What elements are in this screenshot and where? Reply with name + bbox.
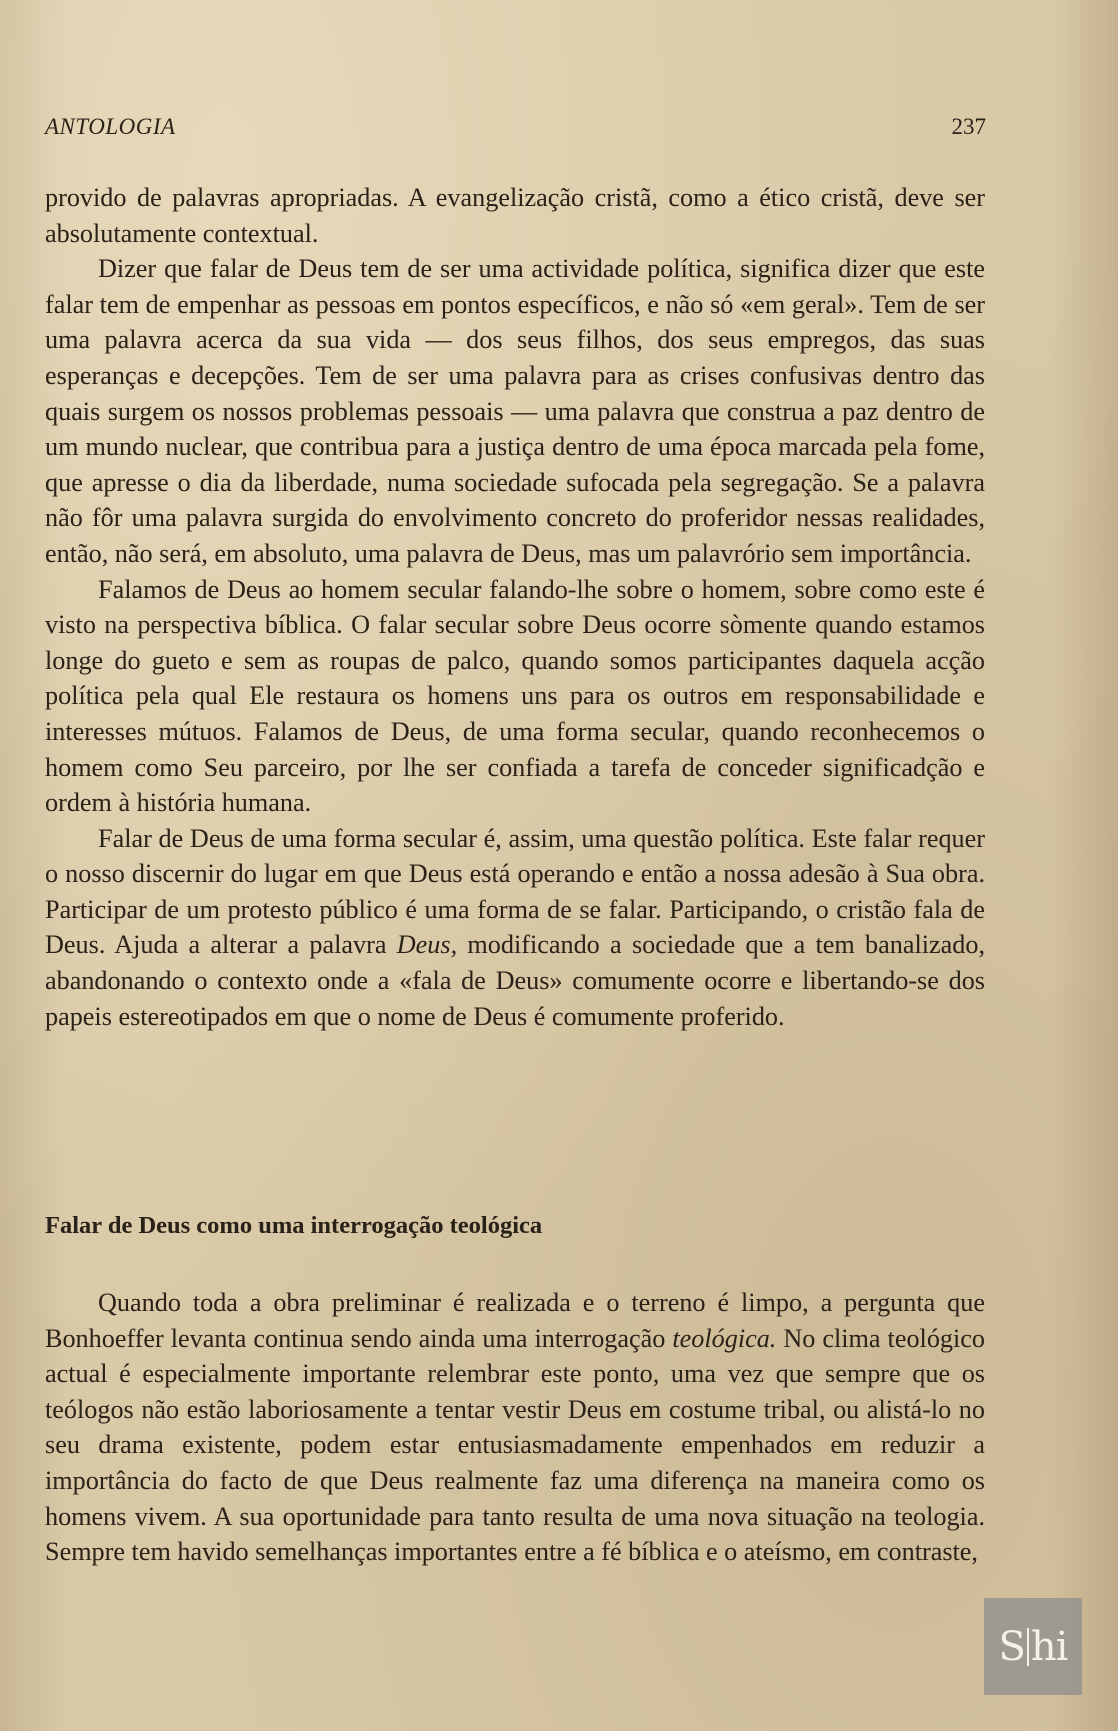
watermark-bar bbox=[1027, 1628, 1029, 1666]
paragraph-continuation: provido de palavras apropriadas. A evangelização cristã, como a ético cristã, deve ser absolutamente contextual. bbox=[45, 183, 985, 248]
paragraph: Dizer que falar de Deus tem de ser uma actividade política, significa dizer que este falar tem de empenhar as pessoas em pontos específicos, e não só «em geral». Tem de ser uma palavra acerca da sua vida — dos seus filhos, dos seus empregos, das suas esperanças e decepções. Tem de ser uma palavra para as crises confusivas dentro das quais surgem os nossos problemas pessoais — uma palavra que construa a paz dentro de um mundo nuclear, que contribua para a justiça dentro de uma época marcada pela fome, que apresse o dia da liberdade, numa sociedade sufocada pela segregação. Se a palavra não fôr uma palavra surgida do envolvimento concreto do proferidor nessas realidades, então, não será, em absoluto, uma palavra de Deus, mas um palavrório sem importância. bbox=[45, 254, 985, 568]
paragraph-text: No clima teológico actual é especialmente importante relembrar este ponto, uma vez que sempre que os teólogos não estão laboriosamente a tentar vestir Deus em costume tribal, ou alistá-lo no seu drama existente, podem estar entusiasmadamente empenhados em reduzir a importância do facto de que Deus realmente faz uma diferença na maneira como os homens vivem. A sua oportunidade para tanto resulta de uma nova situação na teologia. Sempre tem havido semelhanças importantes entre a fé bíblica e o ateísmo, em contraste, bbox=[45, 1323, 985, 1567]
watermark-left-text: S bbox=[998, 1623, 1025, 1670]
paragraph-text: modificando a sociedade que a tem banalizado, abandonando o contexto onde a «fala de Deus» comumente ocorre e libertando-se dos papeis estereotipados em que o nome de Deus é comumente proferido. bbox=[45, 930, 985, 1031]
watermark-logo bbox=[984, 1598, 1082, 1695]
watermark-right-text: hi bbox=[1030, 1623, 1068, 1670]
paragraph-text: Falar de Deus de uma forma secular é, assim, uma questão política. Este falar requer o nosso discernir do lugar em que Deus está operando e então a nossa adesão à Sua obra. Participar de um protesto público é uma forma de se falar. Participando, o cristão fala de Deus. Ajuda a alterar a palavra bbox=[45, 823, 985, 960]
running-header-title: ANTOLOGIA bbox=[45, 114, 176, 139]
running-header bbox=[45, 114, 986, 146]
main-body-text bbox=[45, 180, 985, 1034]
paragraph bbox=[45, 1285, 985, 1570]
paragraph bbox=[45, 821, 985, 1035]
section-heading: Falar de Deus como uma interrogação teológica bbox=[45, 1212, 543, 1239]
italic-word: teológica. bbox=[672, 1323, 777, 1353]
section-body-text bbox=[45, 1285, 985, 1570]
italic-word: Deus, bbox=[396, 930, 458, 960]
paragraph-text: Quando toda a obra preliminar é realizada e o terreno é limpo, a pergunta que Bonhoeffer levanta continua sendo ainda uma interrogação bbox=[45, 1288, 985, 1353]
paragraph: Falamos de Deus ao homem secular falando-lhe sobre o homem, sobre como este é visto na perspectiva bíblica. O falar secular sobre Deus ocorre sòmente quando estamos longe do gueto e sem as roupas de palco, quando somos participantes daquela acção política pela qual Ele restaura os homens uns para os outros em responsabilidade e interesses mútuos. Falamos de Deus, de uma forma secular, quando reconhecemos o homem como Seu parceiro, por lhe ser confiada a tarefa de conceder significadção e ordem à história humana. bbox=[45, 574, 985, 818]
page-number: 237 bbox=[951, 114, 986, 139]
